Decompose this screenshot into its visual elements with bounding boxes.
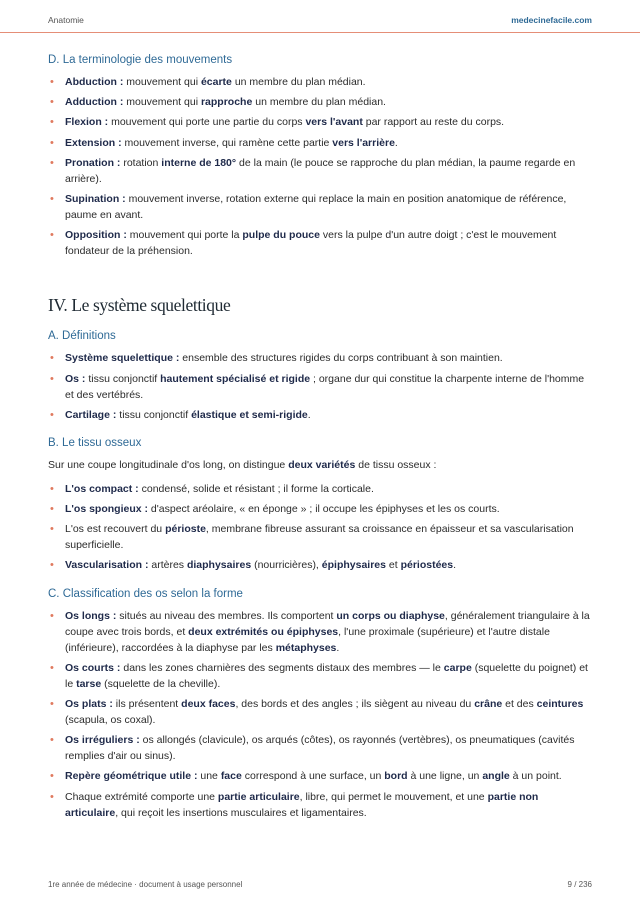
bold-term: Repère géométrique utile :	[65, 770, 198, 783]
bold-term: pulpe du pouce	[242, 229, 320, 242]
subsection-title: D. La terminologie des mouvements	[48, 54, 233, 66]
bold-term: crâne	[474, 698, 503, 710]
bold-term: Extension :	[65, 136, 122, 149]
bold-term: rapproche	[200, 96, 253, 109]
text-run: .	[336, 641, 340, 654]
text-run: , qui reçoit les insertions musculaires et ligamentaires.	[115, 806, 367, 819]
text-run: .	[453, 559, 457, 572]
bold-term: L'os compact :	[65, 482, 139, 495]
bullet-item	[48, 227, 593, 259]
bold-term: Pronation :	[65, 156, 121, 169]
text-run: (scapula, os coxal).	[65, 714, 156, 726]
bold-term: interne de 180°	[161, 156, 237, 169]
bullet-item	[48, 191, 593, 223]
bold-term: un corps ou diaphyse	[336, 609, 445, 622]
text-run: condensé, solide et résistant ; il forme la corticale.	[138, 482, 374, 495]
subsection-title: C. Classification des os selon la forme	[48, 587, 243, 600]
text-run: dans les zones charnières des segments distaux des membres — le	[120, 661, 444, 674]
text-run: os allongés (clavicule), os arqués (côtes), os rayonnés (vertèbres), os pneumatiques (cavités remplies d'air ou sinus).	[65, 734, 575, 763]
text-run: , libre, qui permet le mouvement, et une	[299, 790, 488, 803]
bullet-item	[48, 74, 593, 90]
text-run: par rapport au reste du corps.	[362, 116, 505, 129]
text-run: L'os est recouvert du	[65, 523, 166, 536]
bold-term: vers l'arrière	[332, 136, 395, 149]
text-run: de tissu osseux :	[355, 458, 437, 471]
bullet-list	[48, 74, 593, 259]
bold-term: carpe	[443, 661, 472, 674]
bullet-item	[48, 371, 593, 403]
text-run: artères	[148, 559, 187, 572]
text-run: mouvement qui porte une partie du corps	[108, 116, 306, 129]
page-number: 9 / 236	[567, 880, 592, 889]
text-run: (squelette de la cheville).	[101, 677, 221, 690]
bullet-item	[48, 521, 593, 553]
text-run: mouvement qui porte la	[126, 229, 243, 242]
text-run: et	[385, 559, 401, 572]
bold-term: vers l'avant	[305, 116, 363, 129]
bullet-item	[48, 557, 593, 573]
bold-term: L'os spongieux :	[65, 503, 149, 516]
bullet-list	[48, 350, 593, 422]
text-run: , l'une proximale (supérieure) et l'autre distale (inférieure), raccordées à la diaphyse par les	[65, 625, 550, 654]
bold-term: hautement spécialisé et rigide	[160, 372, 311, 385]
text-run: (nourricières),	[251, 559, 322, 572]
bold-term: deux extrémités ou épiphyses	[188, 625, 339, 638]
bullet-item	[48, 789, 593, 821]
bullet-list	[48, 481, 593, 574]
bold-term: Système squelettique :	[65, 352, 180, 365]
bold-term: deux faces	[181, 698, 236, 710]
text-run: (squelette du poignet) et le	[65, 661, 588, 690]
bold-term: périostées	[400, 559, 454, 572]
header-site: medecinefacile.com	[511, 15, 592, 25]
subsection-title: B. Le tissu osseux	[48, 436, 142, 449]
bold-term: métaphyses	[275, 641, 337, 654]
bullet-item	[48, 481, 593, 497]
text-run: correspond à une surface, un	[241, 770, 385, 783]
header-subject: Anatomie	[48, 15, 84, 25]
bold-term: Os :	[65, 372, 86, 385]
bold-term: épiphysaires	[321, 559, 386, 572]
bold-term: écarte	[200, 76, 232, 88]
bold-term: partie articulaire	[217, 790, 300, 803]
bullet-item	[48, 114, 593, 130]
page-content	[48, 54, 593, 835]
bold-term: Os irréguliers :	[65, 734, 140, 747]
bullet-list	[48, 608, 593, 821]
text-run: à un point.	[509, 770, 562, 783]
bold-term: ceintures	[536, 698, 584, 710]
bold-term: Cartilage :	[65, 408, 117, 421]
text-run: et des	[502, 698, 537, 710]
text-run: , généralement triangulaire à la coupe avec trois bords, et	[65, 609, 590, 638]
subsection-title: A. Définitions	[48, 330, 116, 343]
bullet-item	[48, 94, 593, 110]
text-run: vers la pulpe d'un autre doigt ; c'est le mouvement fondateur de la préhension.	[65, 229, 557, 258]
text-run: mouvement qui	[123, 96, 201, 109]
bullet-item	[48, 660, 593, 692]
bold-term: Flexion :	[65, 116, 109, 129]
intro-paragraph	[48, 457, 593, 473]
text-run: tissu conjonctif	[85, 372, 161, 385]
bullet-item	[48, 768, 593, 784]
bold-term: Abduction :	[65, 76, 124, 88]
section-title: IV. Le système squelettique	[48, 295, 231, 316]
bold-term: Supination :	[65, 192, 126, 205]
text-run: rotation	[120, 156, 162, 169]
text-run: un membre du plan médian.	[231, 76, 366, 88]
bold-term: angle	[482, 770, 510, 783]
page-header	[0, 0, 640, 33]
bold-term: élastique et semi-rigide	[191, 408, 308, 421]
bold-term: bord	[384, 770, 408, 783]
text-run: d'aspect aréolaire, « en éponge » ; il occupe les épiphyses et les os courts.	[148, 503, 500, 516]
bold-term: Os longs :	[65, 609, 117, 622]
text-run: mouvement qui	[123, 76, 201, 88]
page-footer	[48, 880, 592, 889]
text-run: ensemble des structures rigides du corps contribuant à son maintien.	[179, 352, 503, 365]
bullet-item	[48, 407, 593, 423]
bold-term: Vascularisation :	[65, 559, 149, 572]
bold-term: périoste	[165, 523, 206, 536]
bullet-item	[48, 501, 593, 517]
text-run: à une ligne, un	[407, 770, 483, 783]
bold-term: Os plats :	[65, 698, 113, 710]
text-run: de la main (le pouce se rapproche du plan médian, la paume regarde en arrière).	[65, 156, 576, 185]
text-run: .	[307, 408, 311, 421]
text-run: Chaque extrémité comporte une	[65, 790, 218, 803]
footer-note: 1re année de médecine · document à usage personnel	[48, 880, 243, 889]
text-run: ils présentent	[112, 698, 182, 710]
text-run: .	[394, 136, 398, 149]
bullet-item	[48, 608, 593, 656]
text-run: , membrane fibreuse assurant sa croissance en épaisseur et sa vascularisation superficielle.	[65, 523, 574, 552]
text-run: ; organe dur qui constitue la charpente interne de l'homme et des vertébrés.	[65, 372, 585, 401]
text-run: mouvement inverse, qui ramène cette partie	[121, 136, 333, 149]
bold-term: tarse	[76, 677, 102, 690]
text-run: une	[197, 770, 221, 783]
bold-term: face	[220, 770, 242, 783]
bold-term: partie non articulaire	[65, 790, 539, 819]
bold-term: Adduction :	[65, 96, 124, 109]
text-run: mouvement inverse, rotation externe qui replace la main en position anatomique de référence, paume en avant.	[65, 192, 567, 221]
bold-term: Opposition :	[65, 229, 127, 242]
text-run: tissu conjonctif	[116, 408, 192, 421]
bullet-item	[48, 732, 593, 764]
bold-term: deux variétés	[288, 458, 356, 471]
text-run: Sur une coupe longitudinale d'os long, on distingue	[48, 458, 289, 471]
bullet-item	[48, 350, 593, 366]
text-run: un membre du plan médian.	[252, 96, 386, 109]
text-run: situés au niveau des membres. Ils comportent	[116, 609, 337, 622]
bullet-item	[48, 135, 593, 151]
bullet-item	[48, 696, 593, 728]
bold-term: diaphysaires	[186, 559, 252, 572]
bullet-item	[48, 155, 593, 187]
bold-term: Os courts :	[65, 661, 121, 674]
text-run: , des bords et des angles ; ils siègent au niveau du	[235, 698, 475, 710]
